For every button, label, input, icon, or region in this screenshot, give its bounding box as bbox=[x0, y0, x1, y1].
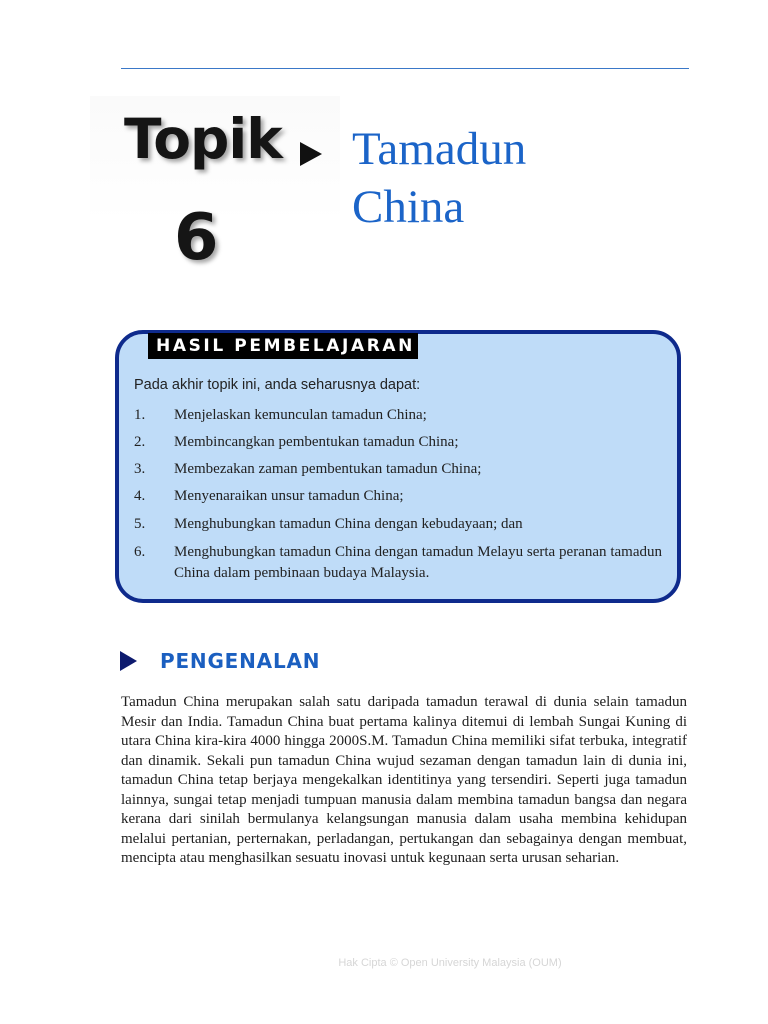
outcome-text: Menghubungkan tamadun China dengan kebudayaan; dan bbox=[174, 516, 523, 532]
header-rule bbox=[121, 68, 689, 69]
outcome-number: 2. bbox=[134, 434, 146, 450]
learning-outcomes-intro: Pada akhir topik ini, anda seharusnya dapat: bbox=[134, 377, 421, 393]
section-heading: PENGENALAN bbox=[160, 649, 321, 673]
topic-label: Topik bbox=[124, 107, 282, 171]
outcome-number: 4. bbox=[134, 488, 146, 504]
play-arrow-icon bbox=[300, 142, 322, 166]
topic-number: 6 bbox=[174, 201, 219, 275]
outcome-number: 1. bbox=[134, 407, 146, 423]
learning-outcomes-heading: HASIL PEMBELAJARAN bbox=[148, 333, 418, 359]
section-arrow-icon bbox=[120, 651, 137, 671]
outcome-text: Menyenaraikan unsur tamadun China; bbox=[174, 488, 404, 504]
outcome-text: Menjelaskan kemunculan tamadun China; bbox=[174, 407, 427, 423]
outcome-number: 3. bbox=[134, 461, 146, 477]
outcome-text: Membezakan zaman pembentukan tamadun China; bbox=[174, 461, 482, 477]
introduction-paragraph: Tamadun China merupakan salah satu daripada tamadun terawal di dunia selain tamadun Mesir dan India. Tamadun China buat pertama kalinya ditemui di lembah Sungai Kuning di utara China kira-kira 4000 hingga 2000S.M. Tamadun China memiliki sifat terbuka, integratif dan dinamik. Sekali pun tamadun China wujud sezaman dengan tamadun lain di dunia ini, tamadun China tetap berjaya mengekalkan identitinya yang tersendiri. Seperti juga tamadun lainnya, sungai tetap menjadi tumpuan manusia dalam membina tamadun bangsa dan negara kerana dari sinilah bermulanya kelangsungan manusia dalam usaha membina kehidupan melalui pertanian, perternakan, perladangan, pertukangan dan sebagainya dengan membuat, mencipta atau menghasilkan sesuatu inovasi untuk kegunaan serta urusan seharian. bbox=[121, 694, 687, 866]
outcome-text: Menghubungkan tamadun China dengan tamadun Melayu serta peranan tamadun China dalam pembinaan budaya Malaysia. bbox=[174, 544, 662, 581]
outcome-text: Membincangkan pembentukan tamadun China; bbox=[174, 434, 459, 450]
chapter-title-line2: China bbox=[352, 181, 465, 233]
outcome-number: 5. bbox=[134, 516, 146, 532]
chapter-title-line1: Tamadun bbox=[352, 123, 527, 175]
outcome-number: 6. bbox=[134, 544, 146, 560]
copyright-footer: Hak Cipta © Open University Malaysia (OUM) bbox=[338, 957, 562, 969]
chapter-title bbox=[352, 120, 672, 236]
